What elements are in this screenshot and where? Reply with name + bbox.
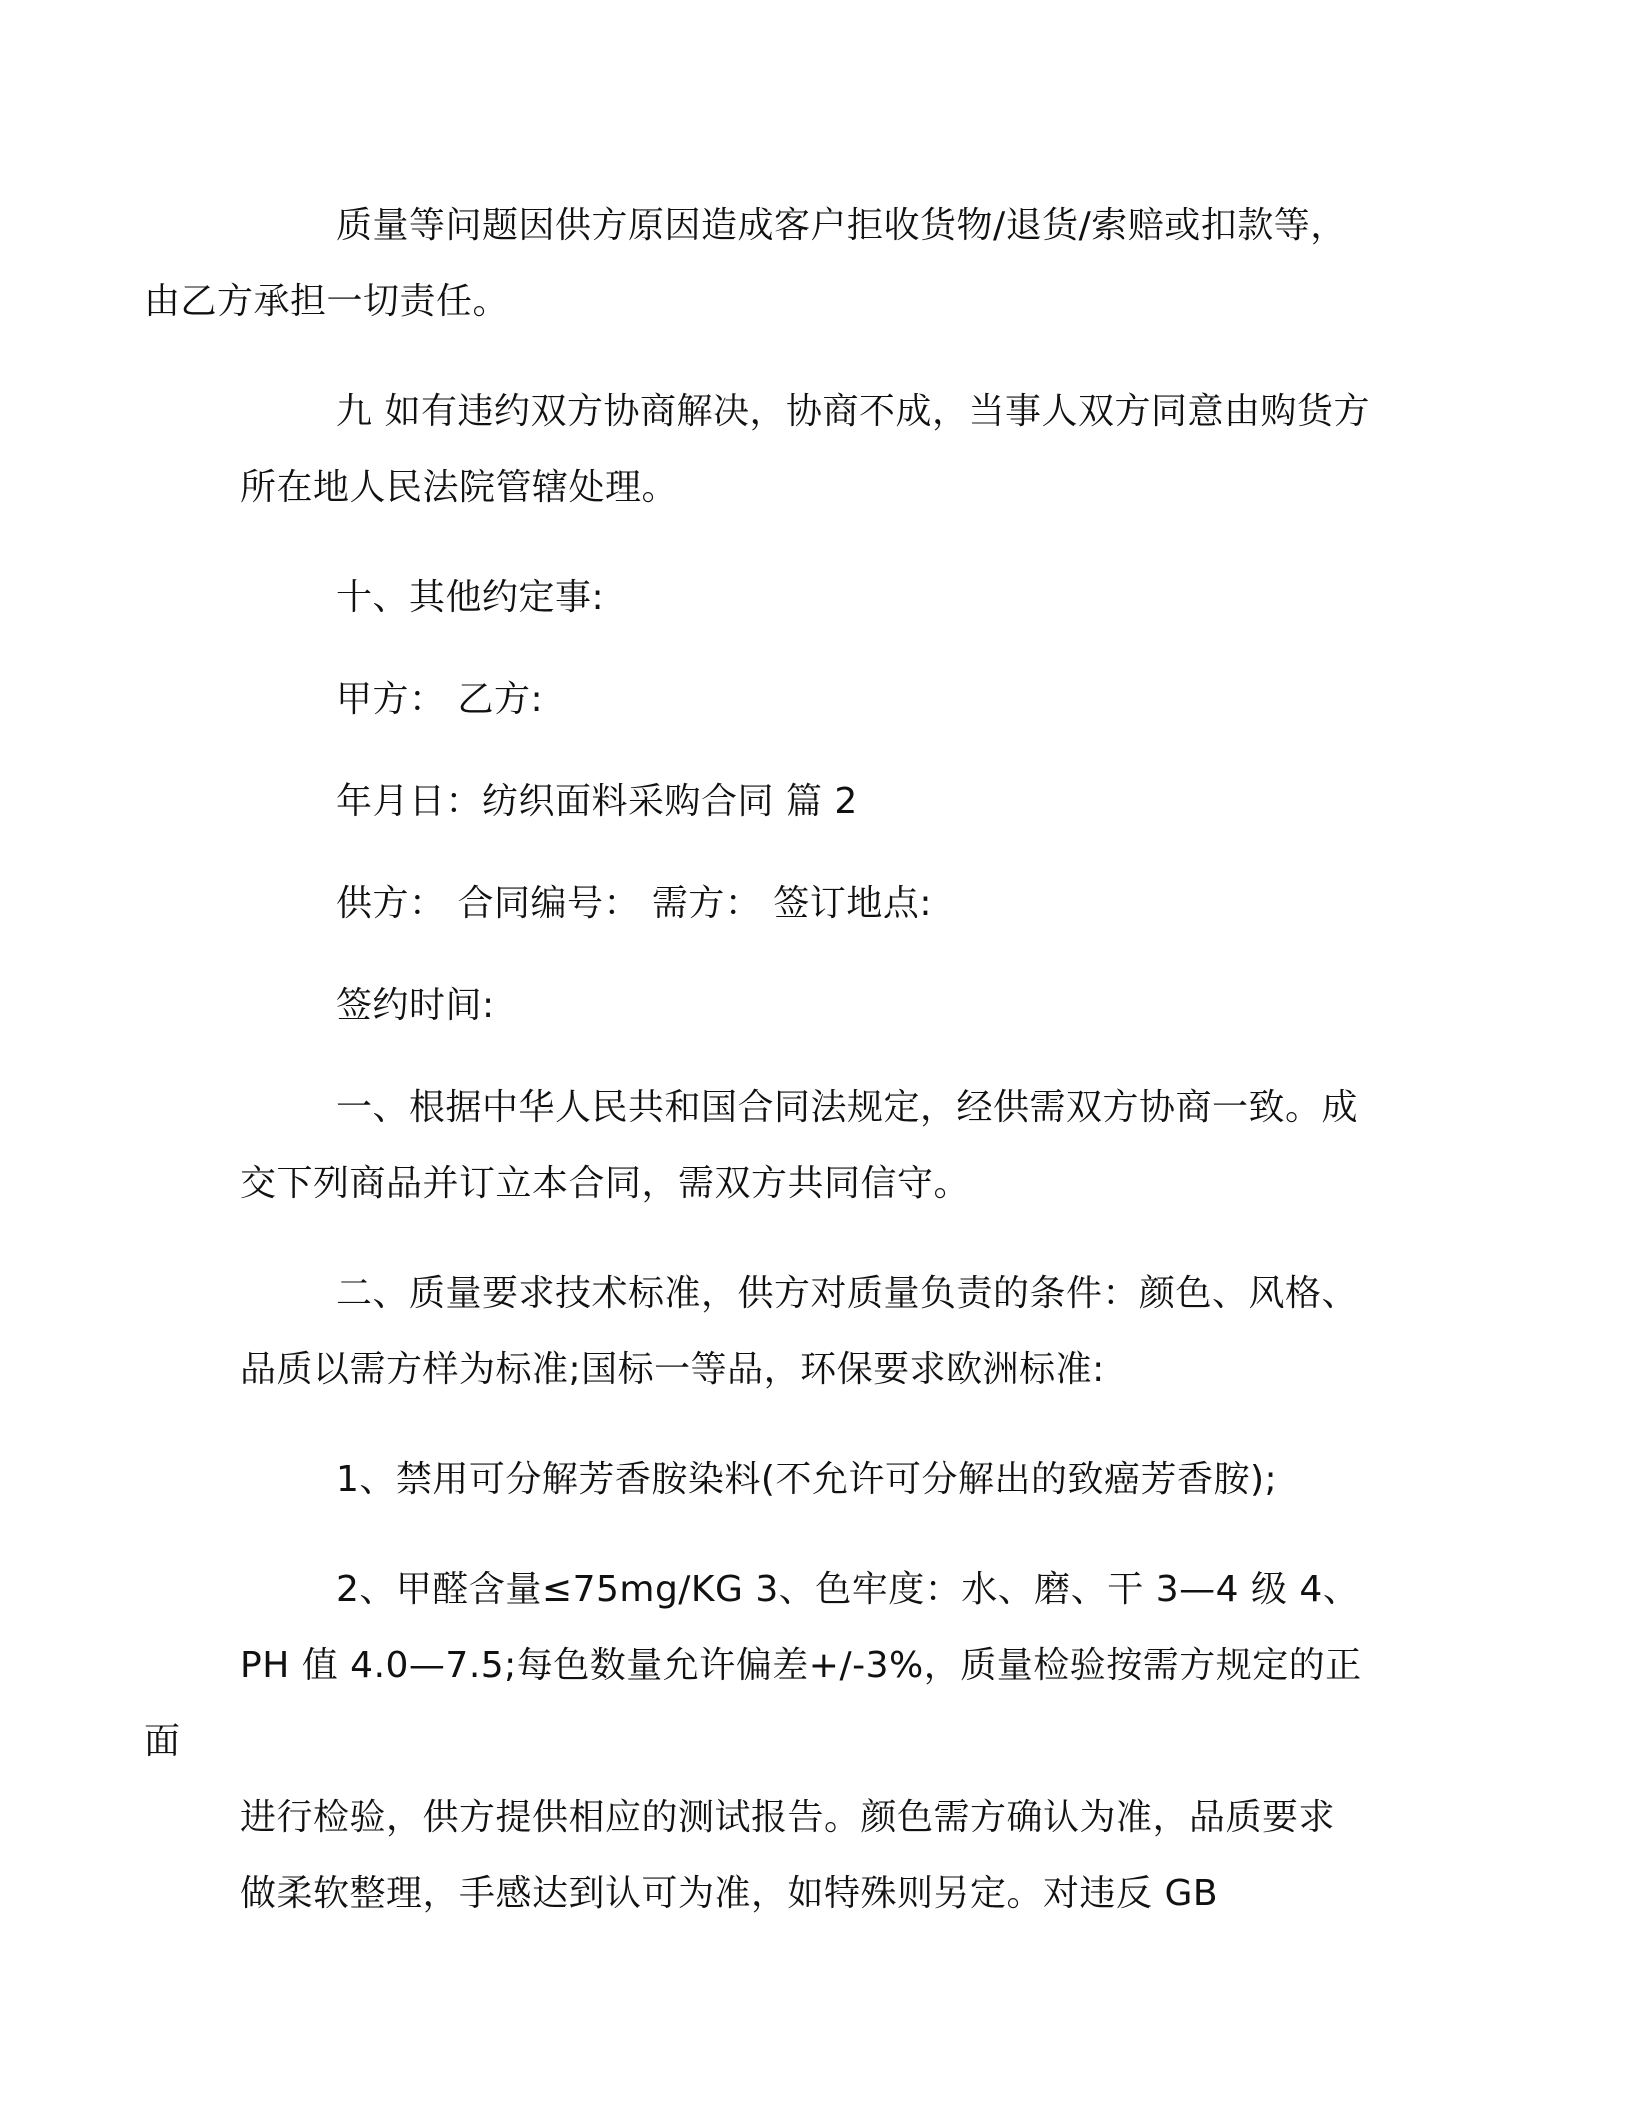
paragraph-clause-one	[240, 1070, 1390, 1222]
paragraph-date-title	[240, 764, 1390, 840]
paragraph-clause-nine	[240, 374, 1390, 526]
text-line: 二、质量要求技术标准，供方对质量负责的条件：颜色、风格、	[336, 1273, 1359, 1314]
paragraph-parties	[240, 662, 1390, 738]
paragraph-signing-time	[240, 968, 1390, 1044]
text-line: 品质以需方样为标准;国标一等品，环保要求欧洲标准:	[240, 1349, 1105, 1390]
paragraph-contract-fields	[240, 866, 1390, 942]
text-line: 交下列商品并订立本合同，需双方共同信守。	[240, 1163, 971, 1204]
text-line: 2、甲醛含量≤75mg/KG 3、色牢度：水、磨、干 3—4 级 4、	[336, 1569, 1360, 1610]
text-line: PH 值 4.0—7.5;每色数量允许偏差+/-3%，质量检验按需方规定的正面	[144, 1645, 1362, 1762]
text-line: 进行检验，供方提供相应的测试报告。颜色需方确认为准，品质要求	[240, 1797, 1336, 1838]
paragraph-item-one	[240, 1442, 1390, 1518]
text-line: 1、禁用可分解芳香胺染料(不允许可分解出的致癌芳香胺);	[336, 1459, 1278, 1500]
text-line: 十、其他约定事:	[336, 577, 605, 618]
document-body	[144, 188, 1390, 1932]
paragraph-quality-liability	[144, 188, 1390, 340]
paragraph-clause-ten	[240, 560, 1390, 636]
text-line: 一、根据中华人民共和国合同法规定，经供需双方协商一致。成	[336, 1087, 1359, 1128]
text-line: 供方： 合同编号： 需方： 签订地点:	[336, 883, 932, 924]
text-line: 做柔软整理，手感达到认可为准，如特殊则另定。对违反 GB	[240, 1873, 1219, 1914]
text-line: 由乙方承担一切责任。	[144, 281, 510, 322]
text-line: 所在地人民法院管辖处理。	[240, 467, 679, 508]
text-line: 年月日：纺织面料采购合同 篇 2	[336, 781, 858, 822]
paragraph-item-two	[144, 1552, 1390, 1932]
text-line: 签约时间:	[336, 985, 495, 1026]
text-line: 质量等问题因供方原因造成客户拒收货物/退货/索赔或扣款等，	[336, 205, 1347, 246]
paragraph-clause-two	[240, 1256, 1390, 1408]
text-line: 甲方： 乙方:	[336, 679, 544, 720]
text-line: 九 如有违约双方协商解决，协商不成，当事人双方同意由购货方	[336, 391, 1370, 432]
